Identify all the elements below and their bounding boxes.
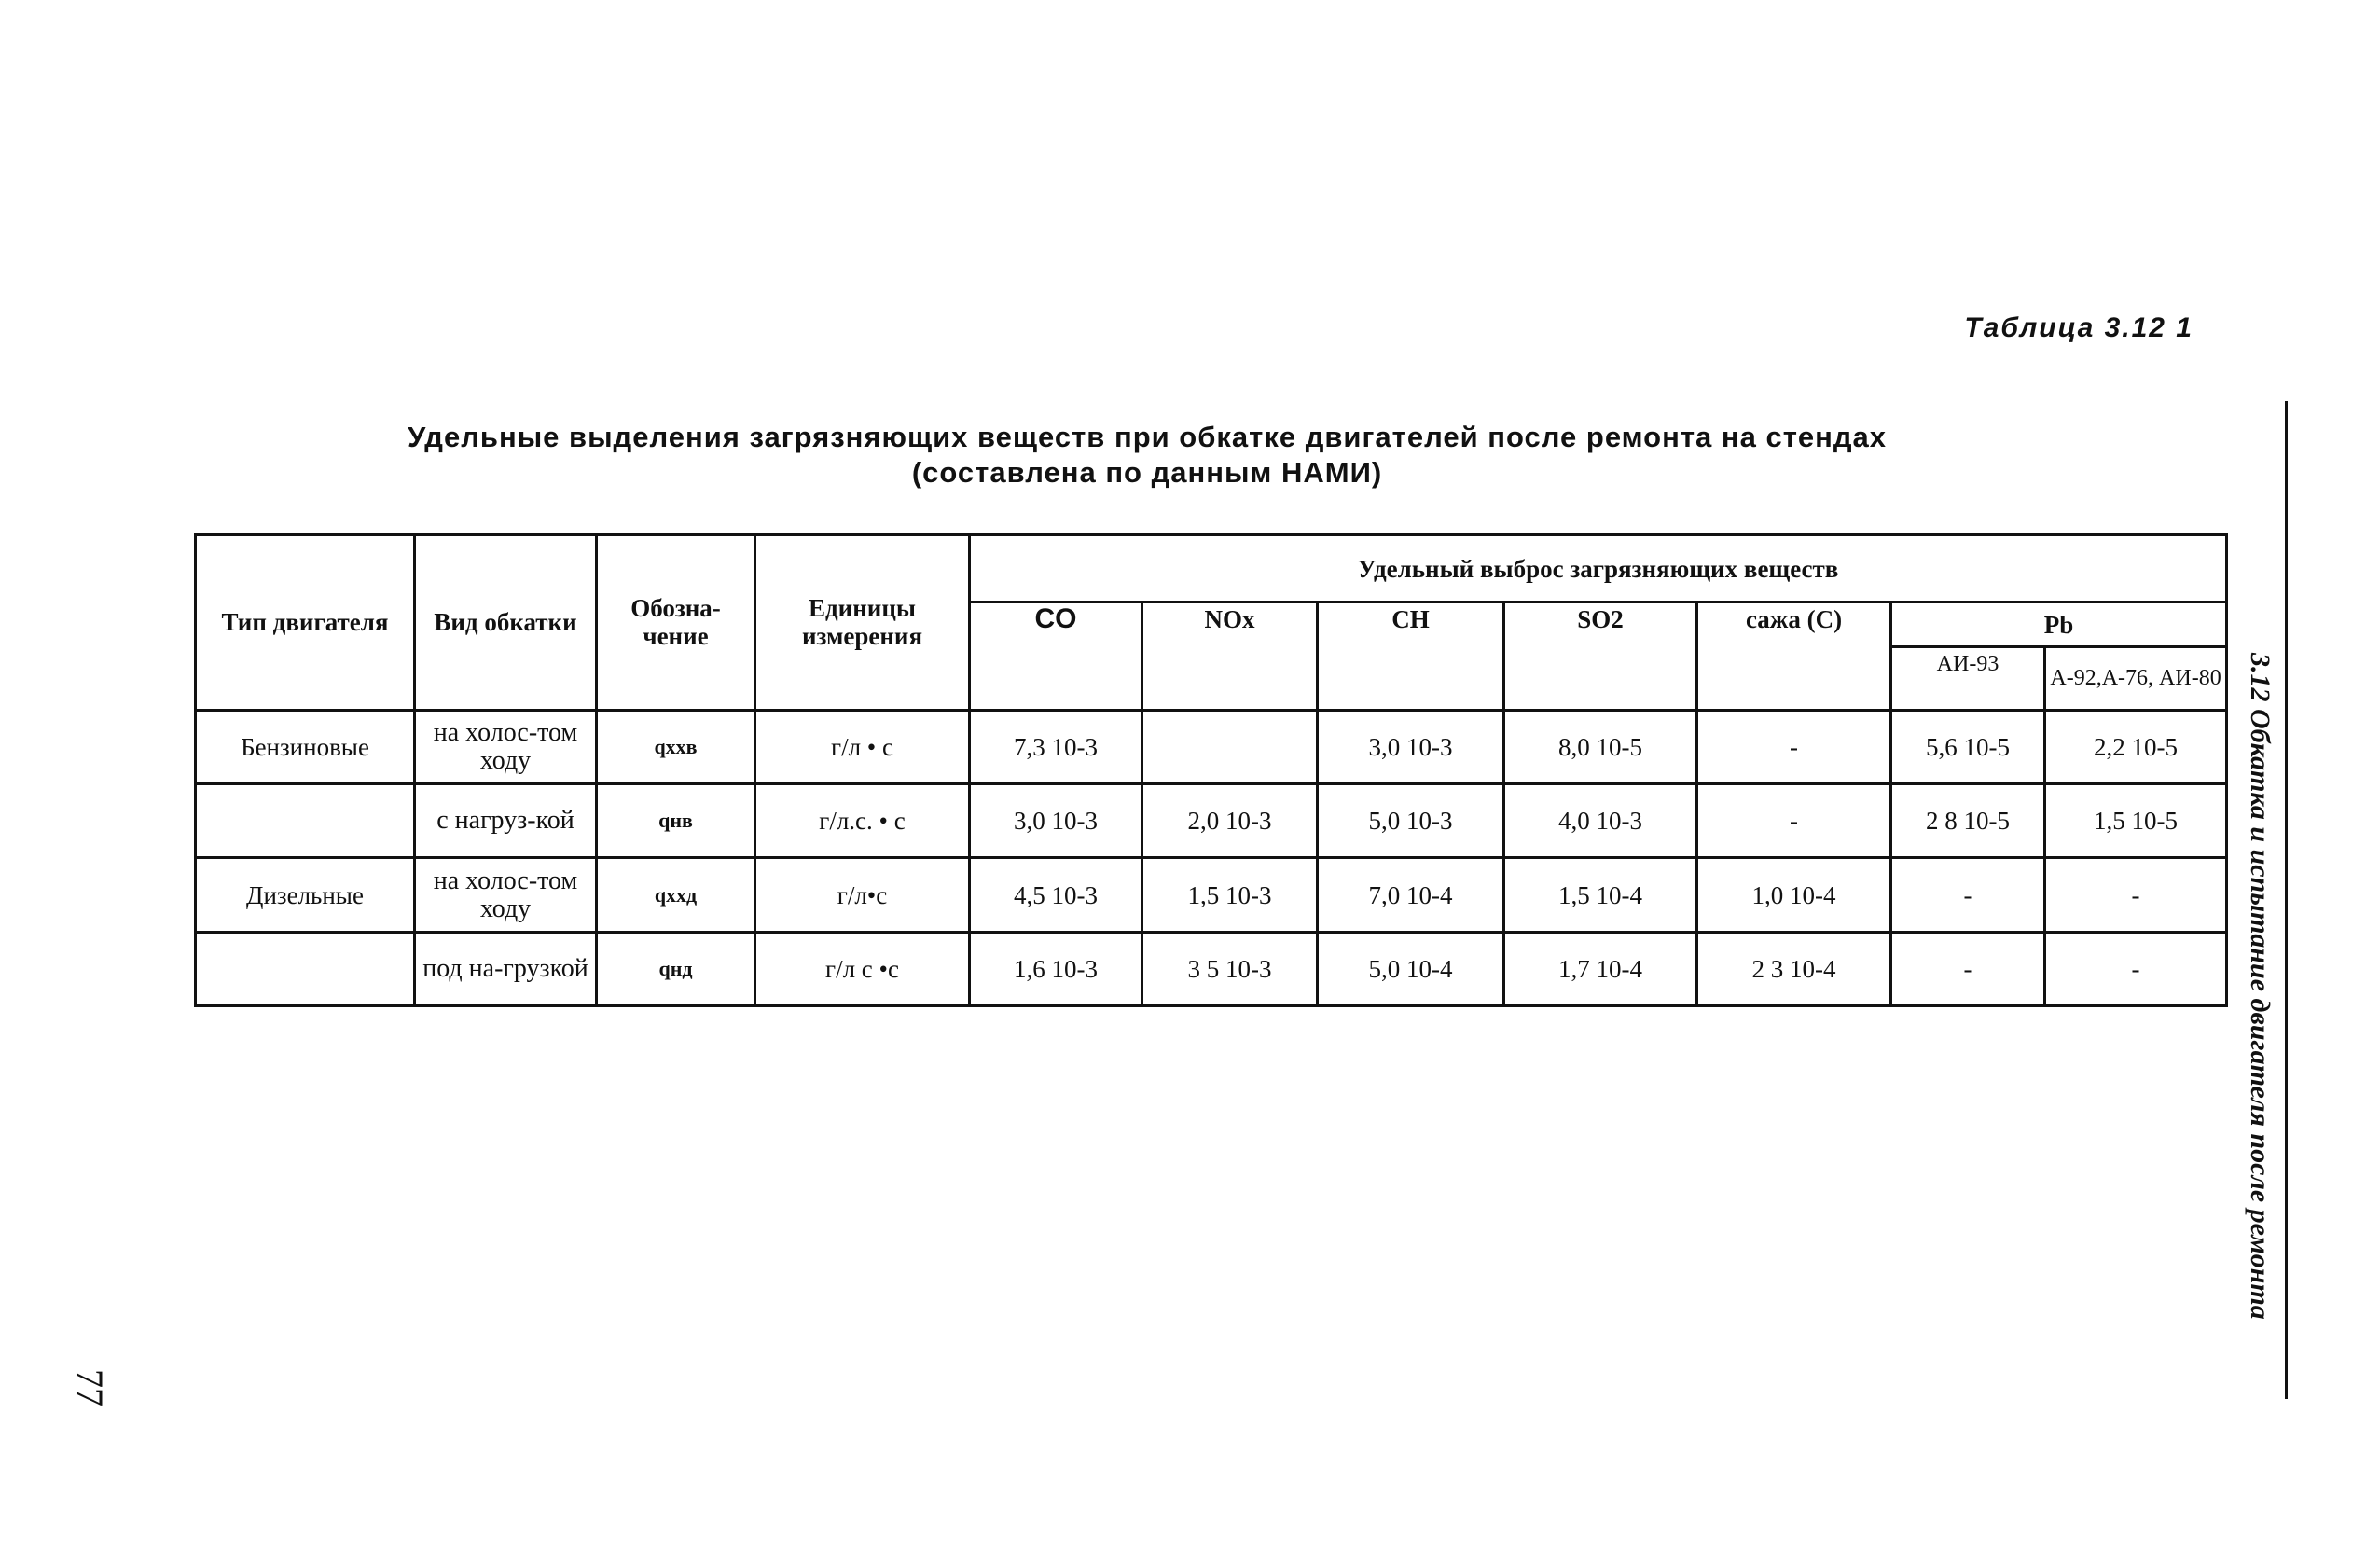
a92-cell: - [2045,858,2227,932]
nox-cell: 3 5 10-3 [1142,932,1318,1005]
nox-cell [1142,710,1318,783]
table-title [280,420,2014,491]
symbol-cell: qххд [597,858,755,932]
soot-cell: 1,0 10-4 [1697,858,1891,932]
table-row [196,932,2227,1005]
soot-cell: 2 3 10-4 [1697,932,1891,1005]
mode-cell: под на-грузкой [415,932,597,1005]
table-label: Таблица 3.12 1 [1964,312,2193,343]
engine-cell: Бензиновые [196,710,415,783]
header-engine-type: Тип двигателя [196,535,415,711]
header-so2: SO2 [1504,602,1697,711]
co-cell: 4,5 10-3 [970,858,1142,932]
ai93-cell: 5,6 10-5 [1891,710,2045,783]
symbol-cell: qнв [597,784,755,858]
co-cell: 7,3 10-3 [970,710,1142,783]
header-run-mode: Вид обкатки [415,535,597,711]
title-line-2: (составлена по данным НАМИ) [911,456,1383,489]
engine-cell [196,784,415,858]
a92-cell: 2,2 10-5 [2045,710,2227,783]
table-row [196,858,2227,932]
unit-cell: г/л•с [755,858,970,932]
so2-cell: 1,7 10-4 [1504,932,1697,1005]
ch-cell: 5,0 10-3 [1318,784,1504,858]
header-ai93: АИ-93 [1891,646,2045,710]
header-row-1 [196,535,2227,602]
nox-cell: 2,0 10-3 [1142,784,1318,858]
so2-cell: 8,0 10-5 [1504,710,1697,783]
running-head: 3.12 Обкатка и испытание двигателя после ремонта [2245,653,2276,1320]
symbol-cell: qнд [597,932,755,1005]
header-ch: CH [1318,602,1504,711]
engine-cell [196,932,415,1005]
table-row [196,710,2227,783]
header-a92: А-92,А-76, АИ-80 [2045,646,2227,710]
header-soot: сажа (C) [1697,602,1891,711]
so2-cell: 1,5 10-4 [1504,858,1697,932]
mode-cell: с нагруз-кой [415,784,597,858]
engine-cell: Дизельные [196,858,415,932]
unit-cell: г/л • с [755,710,970,783]
header-emission-group: Удельный выброс загрязняющих веществ [970,535,2227,602]
soot-cell: - [1697,710,1891,783]
page-number: 77 [69,1369,111,1406]
emissions-table [194,533,2228,1007]
ai93-cell: - [1891,858,2045,932]
ai93-cell: - [1891,932,2045,1005]
mode-cell: на холос-том ходу [415,710,597,783]
header-pb: Pb [1891,602,2227,647]
header-units: Единицы измерения [755,535,970,711]
mode-cell: на холос-том ходу [415,858,597,932]
ch-cell: 7,0 10-4 [1318,858,1504,932]
header-symbol: Обозна-чение [597,535,755,711]
symbol-cell: qххв [597,710,755,783]
co-cell: 1,6 10-3 [970,932,1142,1005]
nox-cell: 1,5 10-3 [1142,858,1318,932]
header-co: CO [970,602,1142,711]
so2-cell: 4,0 10-3 [1504,784,1697,858]
co-cell: 3,0 10-3 [970,784,1142,858]
ch-cell: 3,0 10-3 [1318,710,1504,783]
ai93-cell: 2 8 10-5 [1891,784,2045,858]
a92-cell: - [2045,932,2227,1005]
side-rule [2285,401,2288,1399]
header-nox: NOx [1142,602,1318,711]
unit-cell: г/л.с. • с [755,784,970,858]
soot-cell: - [1697,784,1891,858]
unit-cell: г/л с •с [755,932,970,1005]
a92-cell: 1,5 10-5 [2045,784,2227,858]
ch-cell: 5,0 10-4 [1318,932,1504,1005]
table-row [196,784,2227,858]
title-line-1: Удельные выделения загрязняющих веществ при обкатке двигателей после ремонта на стендах [407,421,1888,453]
